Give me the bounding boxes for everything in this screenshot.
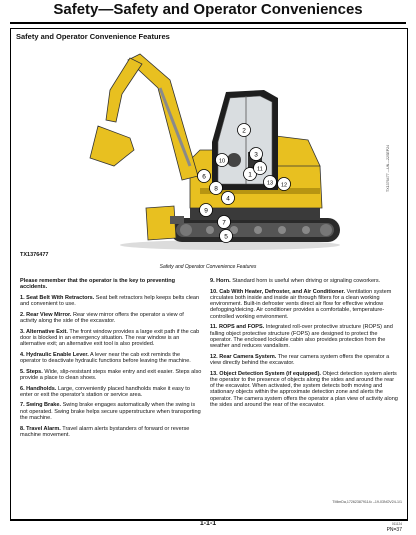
item-title: 13. Object Detection System (if equipped). bbox=[210, 370, 321, 377]
item-steps bbox=[20, 369, 202, 382]
svg-text:5: 5 bbox=[224, 233, 228, 241]
item-travel-alarm bbox=[20, 426, 202, 439]
item-title: 4. Hydraulic Enable Lever. bbox=[20, 351, 89, 358]
item-title: 8. Travel Alarm. bbox=[20, 425, 61, 432]
bucket bbox=[90, 126, 134, 166]
item-text: Integrated roll-over protective structure (ROPS) and falling object protective structure (FOPS) are designed to protect the operator. The enclosed lockable cabin also provides protection from the weather and reduces vandalism. bbox=[210, 324, 393, 350]
item-text: Object detection system alerts the operator to the presence of objects along the sides and around the rear of the excavator. When activated, the system detects both moving and stationary objects within the approximate detection zone and alerts the operator. The camera system offers the operator a plan view of activity along the sides and around the rear of the excavator. bbox=[210, 370, 398, 408]
item-title: 9. Horn. bbox=[210, 278, 231, 284]
item-rear-view-mirror bbox=[20, 312, 202, 325]
callout-10 bbox=[216, 154, 229, 167]
callout-2 bbox=[238, 124, 251, 137]
title-divider bbox=[10, 22, 406, 24]
item-title: 5. Steps. bbox=[20, 368, 43, 375]
svg-text:4: 4 bbox=[226, 195, 230, 203]
page-title: Safety—Safety and Operator Conveniences bbox=[53, 1, 363, 18]
left-column bbox=[20, 278, 202, 443]
right-column bbox=[210, 278, 400, 412]
callout-5 bbox=[220, 230, 233, 243]
page-number: 1-1-1 bbox=[199, 520, 217, 527]
item-text: Standard horn is useful when driving or signaling coworkers. bbox=[232, 278, 381, 284]
figure-vertical-code: TX1376477 —UN—22SEP24 bbox=[386, 144, 390, 192]
callout-7 bbox=[218, 216, 231, 229]
intro-text: Please remember that the operator is the key to preventing accidents. bbox=[20, 278, 176, 291]
item-title: 11. ROPS and FOPS. bbox=[210, 324, 265, 331]
callout-12 bbox=[278, 178, 291, 191]
item-text: The front window provides a large exit path if the cab door is blocked in an emergency situation. The rear window is an alternative exit; an alternative exit tool is also provided. bbox=[20, 328, 200, 348]
callout-11 bbox=[254, 162, 267, 175]
item-text: The rear camera system offers the operator a view directly behind the excavator. bbox=[210, 353, 390, 366]
svg-text:10: 10 bbox=[218, 158, 226, 165]
callout-3 bbox=[250, 148, 263, 161]
item-title: 1. Seat Belt With Retractors. bbox=[20, 294, 95, 301]
item-seat-belt bbox=[20, 295, 202, 308]
item-title: 6. Handholds. bbox=[20, 385, 57, 392]
figure-id: TX1376477 bbox=[20, 252, 49, 258]
svg-text:6: 6 bbox=[202, 173, 206, 181]
reference-code: TMlmDa,172623879114• –19-03NOV24-1/1 bbox=[332, 500, 402, 504]
svg-text:12: 12 bbox=[280, 182, 288, 189]
item-cab-climate bbox=[210, 289, 400, 320]
engine-hood bbox=[276, 136, 320, 166]
track-assembly bbox=[170, 218, 340, 242]
svg-text:2: 2 bbox=[242, 127, 246, 135]
item-hydraulic-enable-lever bbox=[20, 352, 202, 365]
callout-6 bbox=[198, 170, 211, 183]
svg-text:7: 7 bbox=[222, 219, 226, 227]
item-horn bbox=[210, 278, 400, 284]
callout-4 bbox=[222, 192, 235, 205]
section-heading: Safety and Operator Convenience Features bbox=[16, 32, 170, 41]
svg-text:8: 8 bbox=[214, 185, 218, 193]
item-title: 12. Rear Camera System. bbox=[210, 353, 277, 360]
item-text: A lever near the cab exit reminds the operator to deactivate hydraulic functions before leaving the machine. bbox=[20, 351, 191, 365]
item-title: 10. Cab With Heater, Defroster, and Air Conditioner. bbox=[210, 288, 346, 295]
svg-text:11: 11 bbox=[257, 166, 263, 173]
item-rear-camera bbox=[210, 354, 400, 367]
callout-13 bbox=[264, 176, 277, 189]
svg-text:13: 13 bbox=[266, 180, 274, 187]
item-text: Large, conveniently placed handholds make it easy to enter or exit the operator's station or service area. bbox=[20, 385, 190, 398]
item-text: Seat belt retractors help keeps belts clean and convenient to use. bbox=[20, 294, 200, 308]
excavator-illustration bbox=[50, 40, 370, 250]
pn-label: PN=37 bbox=[386, 527, 402, 533]
item-title: 7. Swing Brake. bbox=[20, 402, 62, 409]
figure-caption: Safety and Operator Convenience Features bbox=[159, 264, 257, 270]
callout-8 bbox=[210, 182, 223, 195]
item-rops-fops bbox=[210, 324, 400, 349]
svg-text:9: 9 bbox=[204, 207, 208, 215]
item-text: Swing brake engages automatically when the swing is not operated. Swing brake helps secure upperstructure when transporting the machine. bbox=[20, 402, 201, 421]
item-title: 3. Alternative Exit. bbox=[20, 328, 68, 335]
svg-text:3: 3 bbox=[254, 151, 258, 159]
callout-9 bbox=[200, 204, 213, 217]
item-swing-brake bbox=[20, 402, 202, 421]
item-text: Rear view mirror offers the operator a view of activity along the side of the excavator. bbox=[20, 311, 184, 325]
item-text: Wide, slip-resistant steps make entry and exit easier. Steps also provide a place to clean shoes. bbox=[20, 368, 202, 381]
svg-text:1: 1 bbox=[248, 171, 252, 179]
footer-code: 011124 bbox=[391, 522, 402, 526]
item-object-detection bbox=[210, 371, 400, 409]
item-title: 2. Rear View Mirror. bbox=[20, 311, 72, 318]
item-text: Travel alarm alerts bystanders of forward or reverse machine movement. bbox=[20, 425, 190, 438]
item-alternative-exit bbox=[20, 329, 202, 348]
item-handholds bbox=[20, 386, 202, 399]
item-text: Ventilation system circulates both inside and inside air through filters for a clean working environment. Built-in defroster vents direct air flow for effective window defogging/deicing. Air conditioner provides a comfortable, temperature-controlled working environment. bbox=[210, 288, 392, 320]
